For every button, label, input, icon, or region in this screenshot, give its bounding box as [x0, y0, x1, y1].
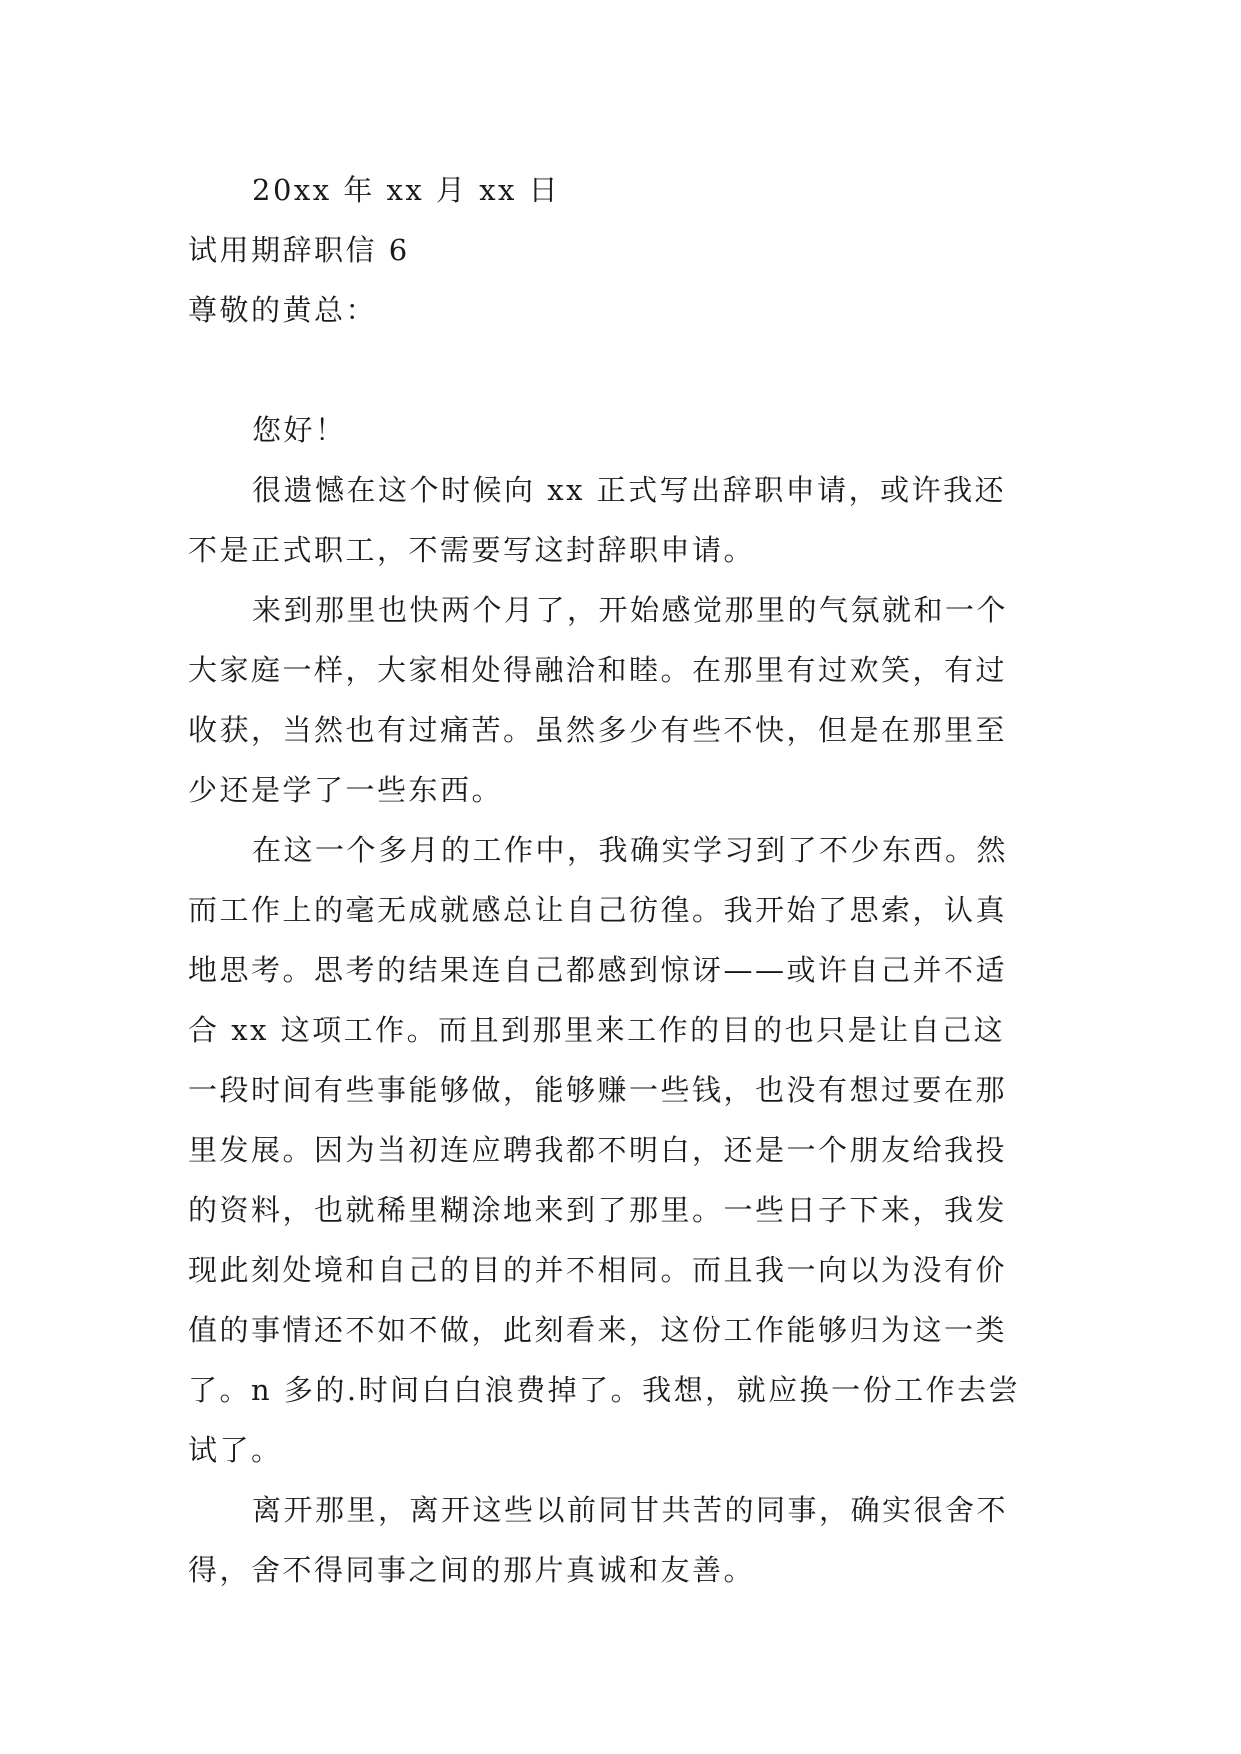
- paragraph-line: 一段时间有些事能够做，能够赚一些钱，也没有想过要在那: [188, 1073, 1008, 1107]
- paragraph-line: 少还是学了一些东西。: [188, 773, 504, 807]
- paragraph-line: 了。n 多的.时间白白浪费掉了。我想，就应换一份工作去尝: [188, 1373, 1021, 1407]
- paragraph-2: [188, 580, 1056, 820]
- paragraph-line: 在这一个多月的工作中，我确实学习到了不少东西。然: [252, 833, 1009, 867]
- paragraph-line: 值的事情还不如不做，此刻看来，这份工作能够归为这一类: [188, 1313, 1008, 1347]
- paragraph-line: 里发展。因为当初连应聘我都不明白，还是一个朋友给我投: [188, 1133, 1008, 1167]
- paragraph-line: 现此刻处境和自己的目的并不相同。而且我一向以为没有价: [188, 1253, 1008, 1287]
- paragraph-line: 试了。: [188, 1433, 283, 1467]
- paragraph-line: 很遗憾在这个时候向 xx 正式写出辞职申请，或许我还: [252, 473, 1007, 507]
- letter-date: 20xx 年 xx 月 xx 日: [252, 173, 561, 207]
- paragraph-line: 大家庭一样，大家相处得融洽和睦。在那里有过欢笑，有过: [188, 653, 1008, 687]
- paragraph-line: 而工作上的毫无成就感总让自己彷徨。我开始了思索，认真: [188, 893, 1008, 927]
- paragraph-1: [188, 460, 1056, 580]
- paragraph-line: 的资料，也就稀里糊涂地来到了那里。一些日子下来，我发: [188, 1193, 1008, 1227]
- letter-greeting: 您好！: [252, 413, 347, 447]
- letter-body: [188, 160, 1056, 1600]
- paragraph-line: 收获，当然也有过痛苦。虽然多少有些不快，但是在那里至: [188, 713, 1008, 747]
- letter-title: 试用期辞职信 6: [188, 233, 410, 267]
- paragraph-line: 得，舍不得同事之间的那片真诚和友善。: [188, 1553, 756, 1587]
- paragraph-line: 离开那里，离开这些以前同甘共苦的同事，确实很舍不: [252, 1493, 1009, 1527]
- letter-salutation: 尊敬的黄总：: [188, 293, 378, 327]
- paragraph-line: 来到那里也快两个月了，开始感觉那里的气氛就和一个: [252, 593, 1009, 627]
- paragraph-line: 不是正式职工，不需要写这封辞职申请。: [188, 533, 756, 567]
- paragraph-3: [188, 820, 1056, 1480]
- paragraph-line: 合 xx 这项工作。而且到那里来工作的目的也只是让自己这: [188, 1013, 1006, 1047]
- paragraph-4: [188, 1480, 1056, 1600]
- paragraph-line: 地思考。思考的结果连自己都感到惊讶——或许自己并不适: [188, 953, 1008, 987]
